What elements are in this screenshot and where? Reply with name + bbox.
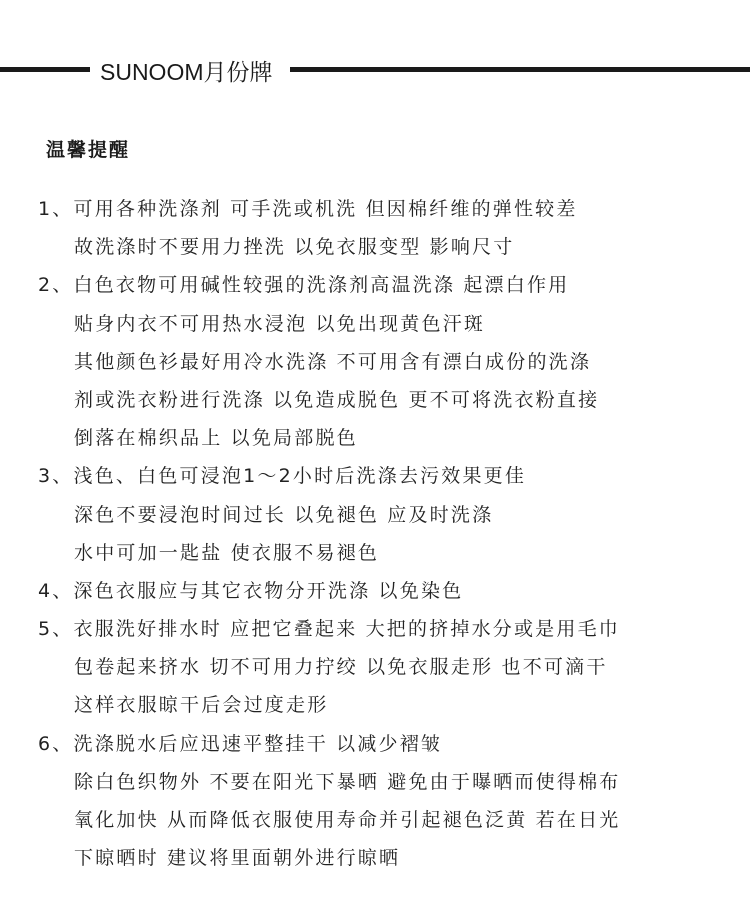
instruction-item (0, 725, 750, 878)
item-number: 5、 (38, 618, 74, 641)
line-text: 衣服洗好排水时 应把它叠起来 大把的挤掉水分或是用毛巾 (73, 618, 620, 641)
line-text: 浅色、白色可浸泡1～2小时后洗涤去污效果更佳 (73, 465, 527, 488)
instruction-line: 除白色织物外 不要在阳光下暴晒 避免由于曝晒而使得棉布 (74, 770, 621, 793)
instruction-item (0, 572, 750, 610)
instruction-line: 氧化加快 从而降低衣服使用寿命并引起褪色泛黄 若在日光 (74, 809, 621, 831)
instruction-line (0, 610, 750, 648)
instruction-line: 下晾晒时 建议将里面朝外进行晾晒 (74, 847, 401, 870)
instruction-line: 包卷起来挤水 切不可用力拧绞 以免衣服走形 也不可滴干 (74, 656, 608, 679)
instruction-line (0, 190, 750, 228)
care-instructions (0, 190, 750, 877)
item-number: 6、 (38, 732, 74, 755)
instruction-item (0, 610, 750, 725)
instruction-item (0, 457, 750, 572)
item-number: 2、 (38, 274, 74, 297)
section-title: 温馨提醒 (46, 139, 131, 161)
header (0, 50, 750, 90)
instruction-line (0, 572, 750, 610)
instruction-line (0, 457, 750, 495)
instruction-line: 故洗涤时不要用力挫洗 以免衣服变型 影响尺寸 (74, 236, 515, 259)
instruction-line: 剂或洗衣粉进行洗涤 以免造成脱色 更不可将洗衣粉直接 (74, 388, 600, 411)
item-number: 1、 (38, 198, 74, 220)
instruction-line (0, 725, 750, 763)
header-rule-right (290, 67, 750, 72)
instruction-item (0, 190, 750, 266)
line-text: 深色衣服应与其它衣物分开洗涤 以免染色 (73, 579, 464, 602)
header-rule-left (0, 67, 90, 72)
instruction-line: 贴身内衣不可用热水浸泡 以免出现黄色汗斑 (74, 312, 486, 335)
item-number: 3、 (38, 465, 74, 488)
instruction-line: 深色不要浸泡时间过长 以免褪色 应及时洗涤 (74, 503, 494, 526)
line-text: 洗涤脱水后应迅速平整挂干 以减少褶皱 (73, 732, 443, 755)
instruction-item (0, 266, 750, 457)
line-text: 可用各种洗涤剂 可手洗或机洗 但因棉纤维的弹性较差 (73, 198, 578, 220)
instruction-line: 倒落在棉织品上 以免局部脱色 (74, 427, 358, 450)
instruction-line: 其他颜色衫最好用冷水洗涤 不可用含有漂白成份的洗涤 (74, 350, 592, 373)
item-number: 4、 (38, 579, 74, 602)
instruction-line: 这样衣服晾干后会过度走形 (74, 694, 329, 717)
brand-title: SUNOOM月份牌 (100, 59, 273, 85)
instruction-line: 水中可加一匙盐 使衣服不易褪色 (74, 541, 380, 564)
instruction-line (0, 266, 750, 304)
line-text: 白色衣物可用碱性较强的洗涤剂高温洗涤 起漂白作用 (73, 274, 570, 297)
